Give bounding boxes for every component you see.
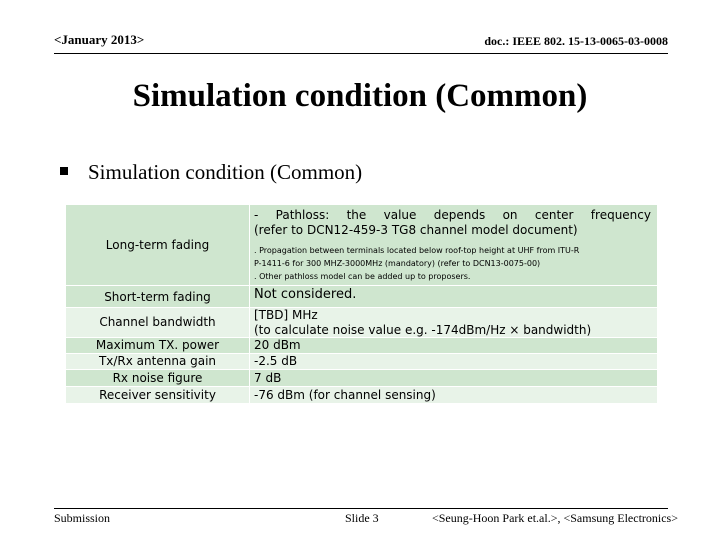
footer-divider: [54, 508, 668, 509]
value-max-tx-power: [250, 337, 657, 353]
slide-title: Simulation condition (Common): [132, 78, 588, 114]
param-antenna-gain: Tx/Rx antenna gain: [66, 353, 249, 369]
value-column: [250, 205, 657, 403]
simulation-table: [66, 205, 657, 403]
value-line: - Pathloss: the value depends on center frequency: [254, 208, 651, 222]
value-line: -2.5 dB: [254, 354, 298, 368]
bullet-text: Simulation condition (Common): [88, 160, 363, 184]
param-short-term-fading: Short-term fading: [66, 285, 249, 307]
value-line: (refer to DCN12-459-3 TG8 channel model document): [254, 223, 578, 237]
note-line: . Other pathloss model can be added up to proposers.: [254, 272, 471, 281]
value-line: 20 dBm: [254, 338, 301, 352]
note-line: . Propagation between terminals located below roof-top height at UHF from ITU-R: [254, 246, 580, 255]
value-channel-bandwidth: [250, 307, 657, 337]
value-line: (to calculate noise value e.g. -174dBm/Hz × bandwidth): [254, 323, 592, 337]
value-short-term-fading: [250, 285, 657, 307]
value-antenna-gain: [250, 353, 657, 369]
value-line: Not considered.: [254, 287, 357, 302]
footer-authors: <Seung-Hoon Park et.al.>, <Samsung Electronics>: [431, 511, 678, 525]
value-rx-noise-figure: [250, 369, 657, 386]
parameter-column: [66, 205, 249, 403]
param-rx-noise-figure: Rx noise figure: [66, 369, 249, 386]
value-line: -76 dBm (for channel sensing): [254, 388, 436, 402]
footer-submission: Submission: [54, 511, 111, 525]
param-channel-bandwidth: Channel bandwidth: [66, 307, 249, 337]
value-receiver-sensitivity: [250, 386, 657, 403]
param-max-tx-power: Maximum TX. power: [66, 337, 249, 353]
value-long-term-fading: [250, 205, 657, 285]
footer-slide-number: Slide 3: [345, 511, 379, 525]
note-line: P-1411-6 for 300 MHZ-3000MHz (mandatory) (refer to DCN13-0075-00): [254, 259, 541, 268]
value-line: [TBD] MHz: [254, 308, 318, 322]
value-line: 7 dB: [254, 371, 282, 385]
header-doc-id: doc.: IEEE 802. 15-13-0065-03-0008: [484, 34, 668, 48]
param-long-term-fading: Long-term fading: [66, 205, 249, 285]
bullet-square-icon: [60, 167, 68, 175]
param-receiver-sensitivity: Receiver sensitivity: [66, 386, 249, 403]
header-date: <January 2013>: [54, 32, 145, 47]
header-divider: [54, 53, 668, 54]
